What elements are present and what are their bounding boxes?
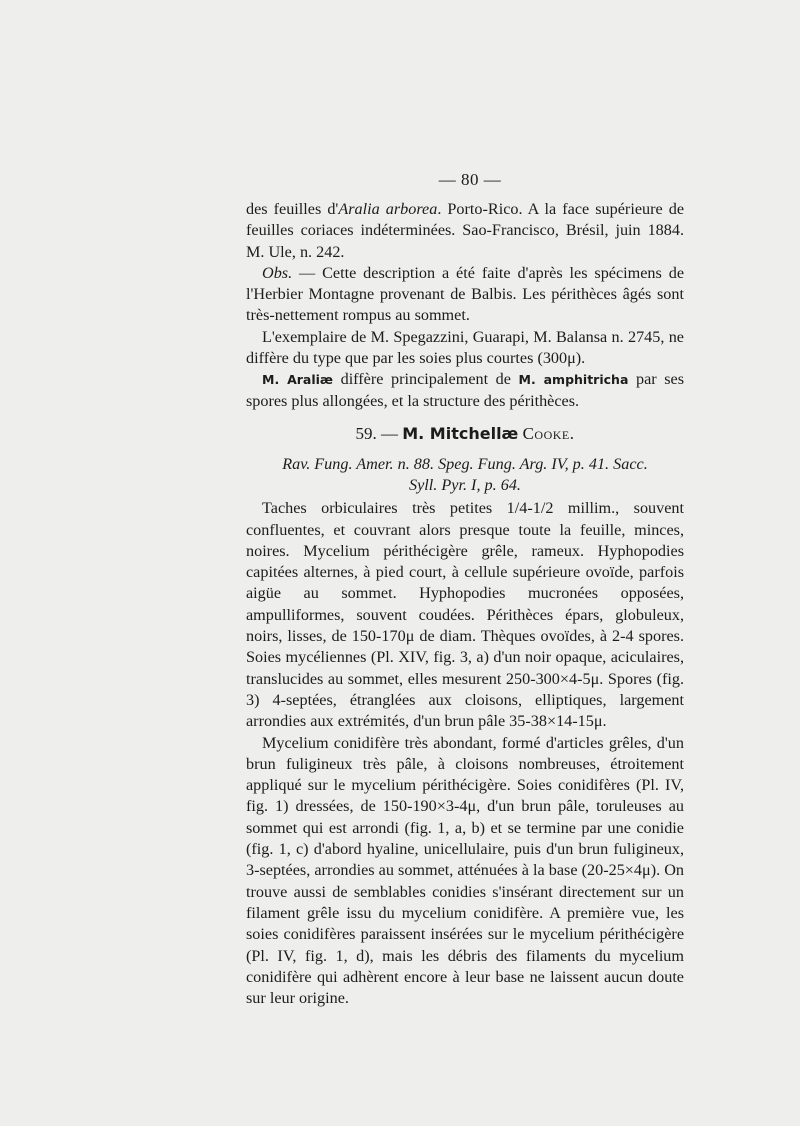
references [246, 454, 684, 496]
opening-text-1: des feuilles d' [246, 200, 339, 218]
obs-paragraph [246, 263, 684, 327]
species-name-araliae: M. Araliæ [262, 372, 334, 388]
opening-text-2: . Porto-Rico. A la face supérieure de feuilles coriaces indéterminées. Sao-Francisco, Brésil, juin 1884. M. Ule, n. 242. [246, 200, 684, 261]
araliae-paragraph [246, 369, 684, 412]
araliae-text-2: par ses spores plus allongées, et la structure des périthèces. [246, 370, 684, 410]
opening-paragraph [246, 199, 684, 263]
species-name-aralia: Aralia arborea [338, 200, 438, 218]
reference-line: Syll. Pyr. I, p. 64. [409, 476, 521, 495]
body-text [246, 199, 684, 1009]
section-heading [246, 423, 684, 444]
section-species: M. Mitchellæ [402, 423, 519, 443]
species-name-amphitricha: M. amphitricha [518, 372, 629, 388]
section-author: Cooke. [522, 423, 575, 443]
description-paragraph: Taches orbiculaires très petites 1/4-1/2 millim., souvent confluentes, et couvrant alors presque toute la feuille, minces, noires. Mycelium périthécigère grêle, rameux. Hyphopodies capitées alternes, à pied court, à cellule supérieure ovoïde, parfois aigüe au sommet. Hyphopodies mucronées opposées, ampulliformes, souvent coudées. Périthèces épars, globuleux, noirs, lisses, de 150-170μ de diam. Thèques ovoïdes, à 2-4 spores. Soies mycéliennes (Pl. XIV, fig. 3, a) d'un noir opaque, aciculaires, translucides au sommet, elles mesurent 250-300×4-5μ. Spores (fig. 3) 4-septées, étranglées aux cloisons, elliptiques, largement arrondies aux extrémités, d'un brun pâle 35-38×14-15μ. [246, 499, 684, 731]
obs-text: — Cette description a été faite d'après les spécimens de l'Herbier Montagne provenant de Balbis. Les périthèces âgés sont très-nettement rompus au sommet. [246, 263, 684, 325]
obs-label: Obs. [262, 263, 293, 282]
reference-line: Rav. Fung. Amer. n. 88. Speg. Fung. Arg. IV, p. 41. Sacc. [282, 455, 648, 474]
conidifere-paragraph: Mycelium conidifère très abondant, formé d'articles grêles, d'un brun fuligineux très pâle, à cloisons nombreuses, étroitement appliqué sur le mycelium périthécigère. Soies conidifères (Pl. IV, fig. 1) dressées, de 150-190×3-4μ, d'un brun pâle, toruleuses au sommet qui est arrondi (fig. 1, a, b) et se termine par une conidie (fig. 1, c) d'abord hyaline, unicellulaire, puis d'un brun fuligineux, 3-septées, arrondies au sommet, atténuées à la base (20-25×4μ). On trouve aussi de semblables conidies s'insérant directement sur un filament grêle issu du mycelium conidifère. A première vue, les soies conidifères paraissent insérées sur le mycelium périthécigère (Pl. IV, fig. 1, d), mais les débris des filaments du mycelium conidifère qui adhèrent encore à leur base ne laissent aucun doute sur leur origine. [246, 733, 684, 1008]
section-number: 59. — [355, 423, 403, 443]
exemplaire-paragraph: L'exemplaire de M. Spegazzini, Guarapi, M. Balansa n. 2745, ne diffère du type que par les soies plus courtes (300μ). [246, 327, 684, 368]
araliae-text-1: diffère principalement de [333, 370, 519, 389]
page-number: — 80 — [438, 170, 502, 189]
